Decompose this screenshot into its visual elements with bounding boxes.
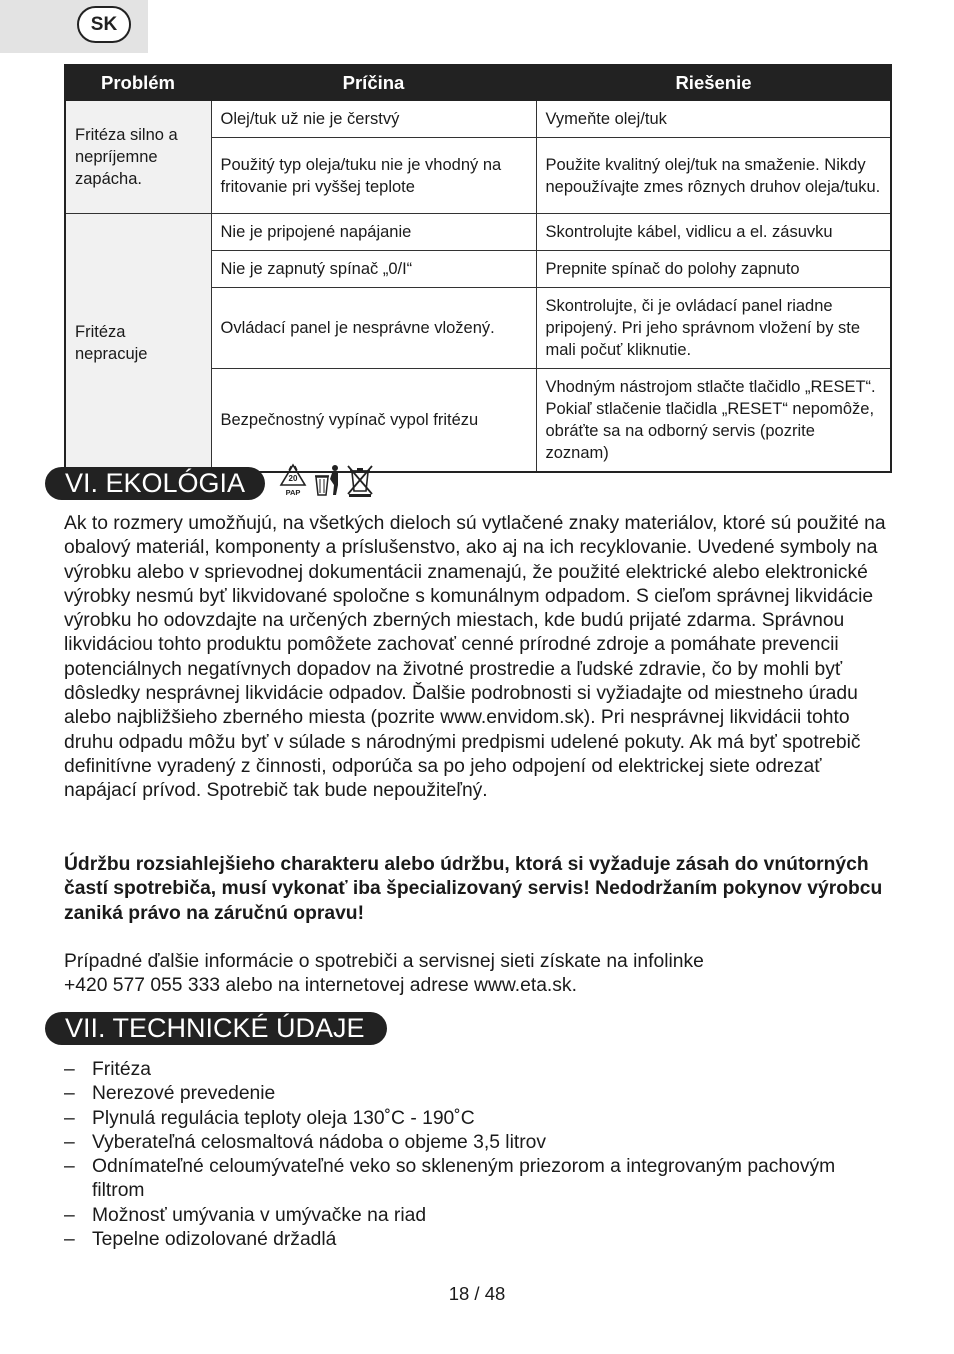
header-cause: Príčina (211, 65, 536, 100)
ecology-icons (278, 462, 374, 498)
cause-cell: Nie je pripojené napájanie (211, 214, 536, 251)
infoline-line-1: Prípadné ďalšie informácie o spotrebiči a servisnej sieti získate na infolinke (64, 951, 704, 972)
solution-cell: Použite kvalitný olej/tuk na smaženie. Nikdy nepoužívajte zmes rôznych druhov oleja/tuku. (536, 138, 891, 214)
infoline-line-2: +420 577 055 333 alebo na internetovej adrese www.eta.sk. (64, 975, 577, 997)
solution-cell: Vhodným nástrojom stlačte tlačidlo „RESET“. Pokiaľ stlačenie tlačidla „RESET“ nepomôže, obráťte sa na odborný servis (pozrite zoznam) (536, 369, 891, 473)
infoline-paragraph (64, 950, 890, 999)
section-title-technical: VII. TECHNICKÉ ÚDAJE (45, 1012, 387, 1045)
cause-cell: Ovládací panel je nesprávne vložený. (211, 288, 536, 369)
technical-specs-list (64, 1058, 890, 1252)
list-item: – Odnímateľné celoumývateľné veko so skleneným priezorom a integrovaným pachovým filtrom (64, 1155, 890, 1204)
recycling-20-pap-icon (278, 462, 308, 498)
list-item: – Plynulá regulácia teploty oleja 130˚C - 190˚C (64, 1107, 890, 1131)
solution-cell: Vymeňte olej/tuk (536, 100, 891, 138)
table-header-row (65, 65, 891, 100)
cause-cell: Bezpečnostný vypínač vypol fritézu (211, 369, 536, 473)
list-item: – Tepelne odizolované držadlá (64, 1228, 890, 1252)
crossed-out-bin-icon (346, 463, 374, 497)
cause-cell: Olej/tuk už nie je čerstvý (211, 100, 536, 138)
troubleshooting-table (64, 64, 892, 473)
header-problem: Problém (65, 65, 211, 100)
list-item: – Nerezové prevedenie (64, 1082, 890, 1106)
list-item: – Fritéza (64, 1058, 890, 1082)
solution-cell: Skontrolujte kábel, vidlicu a el. zásuvku (536, 214, 891, 251)
page-number: 18 / 48 (448, 1283, 506, 1304)
waste-bin-person-icon (312, 463, 342, 497)
section-title-ecology: VI. EKOLÓGIA (45, 467, 265, 500)
problem-cell: Fritéza silno a nepríjemne zapácha. (65, 100, 211, 214)
language-tab (0, 0, 148, 53)
list-item: – Možnosť umývania v umývačke na riad (64, 1204, 890, 1228)
language-badge: SK (77, 6, 131, 43)
recycle-number: 20 (288, 474, 298, 483)
solution-cell: Prepnite spínač do polohy zapnuto (536, 251, 891, 288)
maintenance-warning: Údržbu rozsiahlejšieho charakteru alebo údržbu, ktorá si vyžaduje zásah do vnútorných častí spotrebiča, musí vykonať iba špecializovaný servis! Nedodržaním pokynov výrobcu zaniká právo na záručnú opravu! (64, 854, 883, 924)
cause-cell: Nie je zapnutý spínač „0/I“ (211, 251, 536, 288)
header-solution: Riešenie (536, 65, 891, 100)
table-row (65, 100, 891, 138)
ecology-paragraph: Ak to rozmery umožňujú, na všetkých dieloch sú vytlačené znaky materiálov, ktoré sú použité na obalový materiál, komponenty a príslušenstvo, ako aj na ich recyklovanie. Uvedené symboly na výrobku alebo v sprievodnej dokumentácii znamenajú, že použité elektrické alebo elektronické výrobky nesmú byť likvidované spoločne s komunálnym odpadom. S cieľom správnej likvidácie výrobku ho odovzdajte na určených zberných miestach, kde budú prijaté zdarma. Správnou likvidáciou tohto produktu pomôžete zachovať cenné prírodné zdroje a pomáhate prevencii potenciálnych negatívnych dopadov na životné prostredie a ľudské zdravie, čo by mohli byť dôsledky nesprávnej likvidácie odpadov. Ďalšie podrobnosti si vyžiadajte od miestneho úradu alebo najbližšieho zberného miesta (pozrite www.envidom.sk). Pri nesprávnej likvidácii tohto druhu odpadu môžu byť v súlade s národnými predpismi udelené pokuty. Ak má byť spotrebič definitívne vyradený z činnosti, odporúča sa po jeho odpojení od elektrickej siete odrezať napájací prívod. Spotrebič tak bude nepoužiteľný. (64, 513, 886, 802)
cause-cell: Použitý typ oleja/tuku nie je vhodný na fritovanie pri vyššej teplote (211, 138, 536, 214)
recycle-label: PAP (285, 488, 301, 497)
table-row (65, 214, 891, 251)
solution-cell: Skontrolujte, či je ovládací panel riadne pripojený. Pri jeho správnom vložení by ste mali počuť kliknutie. (536, 288, 891, 369)
list-item: – Vyberateľná celosmaltová nádoba o objeme 3,5 litrov (64, 1131, 890, 1155)
problem-cell: Fritéza nepracuje (65, 214, 211, 473)
